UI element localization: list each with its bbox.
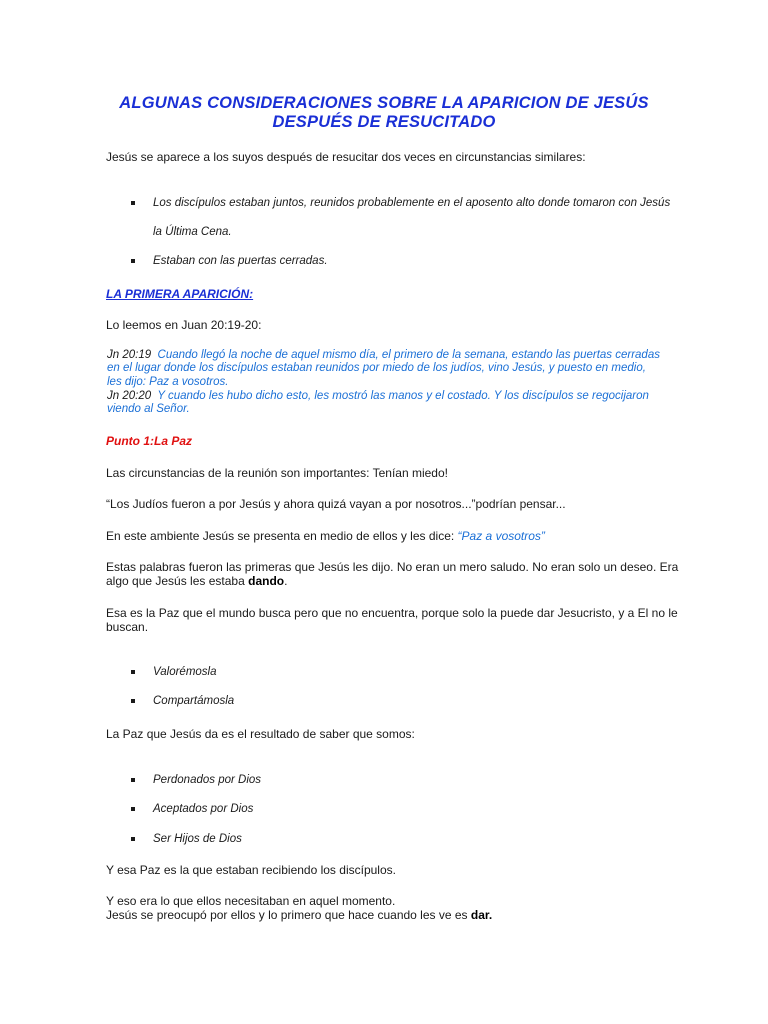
paragraph-punct: .: [284, 574, 288, 588]
circumstance-item-2: Estaban con las puertas cerradas.: [153, 255, 328, 267]
bullet-icon: [131, 699, 135, 703]
paragraph-text: algo que Jesús les estaba: [106, 574, 249, 588]
paragraph-primeras-palabras-line-2: [106, 574, 287, 588]
circumstance-item-1-line-1: Los discípulos estaban juntos, reunidos probablemente en el aposento alto donde tomaron con Jesús: [153, 197, 671, 209]
paragraph-quote-judios: “Los Judíos fueron a por Jesús y ahora quizá vayan a por nosotros...”podrían pensar...: [106, 497, 566, 511]
action-item-compartamosla: Compartámosla: [153, 695, 235, 707]
paragraph-paz-mundo-line-2: buscan.: [106, 620, 149, 634]
paragraph-necesitaban-line-1: Y eso era lo que ellos necesitaban en aquel momento.: [106, 894, 396, 908]
bold-dar: dar.: [470, 908, 493, 922]
reading-intro: Lo leemos en Juan 20:19-20:: [106, 318, 262, 332]
paragraph-esa-paz: Y esa Paz es la que estaban recibiendo los discípulos.: [106, 863, 396, 877]
verse-20-20-line-1: [107, 390, 649, 402]
bullet-icon: [131, 837, 135, 841]
paragraph-text: En este ambiente Jesús se presenta en medio de ellos y les dice:: [106, 529, 458, 543]
section-heading-primera-aparicion: LA PRIMERA APARICIÓN:: [106, 287, 254, 301]
verse-20-19-line-2: en el lugar donde los discípulos estaban reunidos por miedo de los judíos, vino Jesús, y puesto en medio,: [107, 362, 646, 374]
verse-20-20-line-2: viendo al Señor.: [107, 403, 190, 415]
bold-dando: dando: [248, 574, 285, 588]
identity-item-hijos: Ser Hijos de Dios: [153, 833, 242, 845]
paragraph-resultado: La Paz que Jesús da es el resultado de saber que somos:: [106, 727, 415, 741]
paragraph-text: Jesús se preocupó por ellos y lo primero que hace cuando les ve es: [106, 908, 471, 922]
verse-20-19-line-3: les dijo: Paz a vosotros.: [107, 376, 229, 388]
identity-item-perdonados: Perdonados por Dios: [153, 774, 262, 786]
paragraph-primeras-palabras-line-1: Estas palabras fueron las primeras que Jesús les dijo. No eran un mero saludo. No eran solo un deseo. Era: [106, 560, 679, 574]
verse-20-19-line-1: [107, 349, 660, 361]
circumstance-item-1-line-2: la Última Cena.: [153, 226, 232, 238]
verse-20-20-text-1: Y cuando les hubo dicho esto, les mostró las manos y el costado. Y los discípulos se regocijaron: [157, 390, 649, 402]
verse-ref-20-20: Jn 20:20: [107, 390, 152, 402]
quote-paz-a-vosotros: “Paz a vosotros”: [457, 529, 545, 543]
bullet-icon: [131, 807, 135, 811]
bullet-icon: [131, 778, 135, 782]
paragraph-paz-a-vosotros: [106, 529, 545, 543]
paragraph-paz-mundo-line-1: Esa es la Paz que el mundo busca pero que no encuentra, porque solo la puede dar Jesucristo, y a El no le: [106, 606, 678, 620]
paragraph-circumstances: Las circunstancias de la reunión son importantes: Tenían miedo!: [106, 466, 448, 480]
verse-20-19-text-1: Cuando llegó la noche de aquel mismo día, el primero de la semana, estando las puertas cerradas: [157, 349, 660, 361]
paragraph-necesitaban-line-2: [106, 908, 492, 922]
verse-ref-20-19: Jn 20:19: [107, 349, 152, 361]
bullet-icon: [131, 201, 135, 205]
identity-item-aceptados: Aceptados por Dios: [153, 803, 254, 815]
bullet-icon: [131, 670, 135, 674]
bullet-icon: [131, 259, 135, 263]
action-item-valoremosla: Valorémosla: [153, 666, 217, 678]
document-title-line-2: DESPUÉS DE RESUCITADO: [272, 113, 496, 131]
intro-paragraph: Jesús se aparece a los suyos después de resucitar dos veces en circunstancias similares:: [106, 150, 586, 164]
document-title-line-1: ALGUNAS CONSIDERACIONES SOBRE LA APARICION DE JESÚS: [119, 94, 649, 112]
point-1-heading: Punto 1:La Paz: [106, 434, 193, 448]
